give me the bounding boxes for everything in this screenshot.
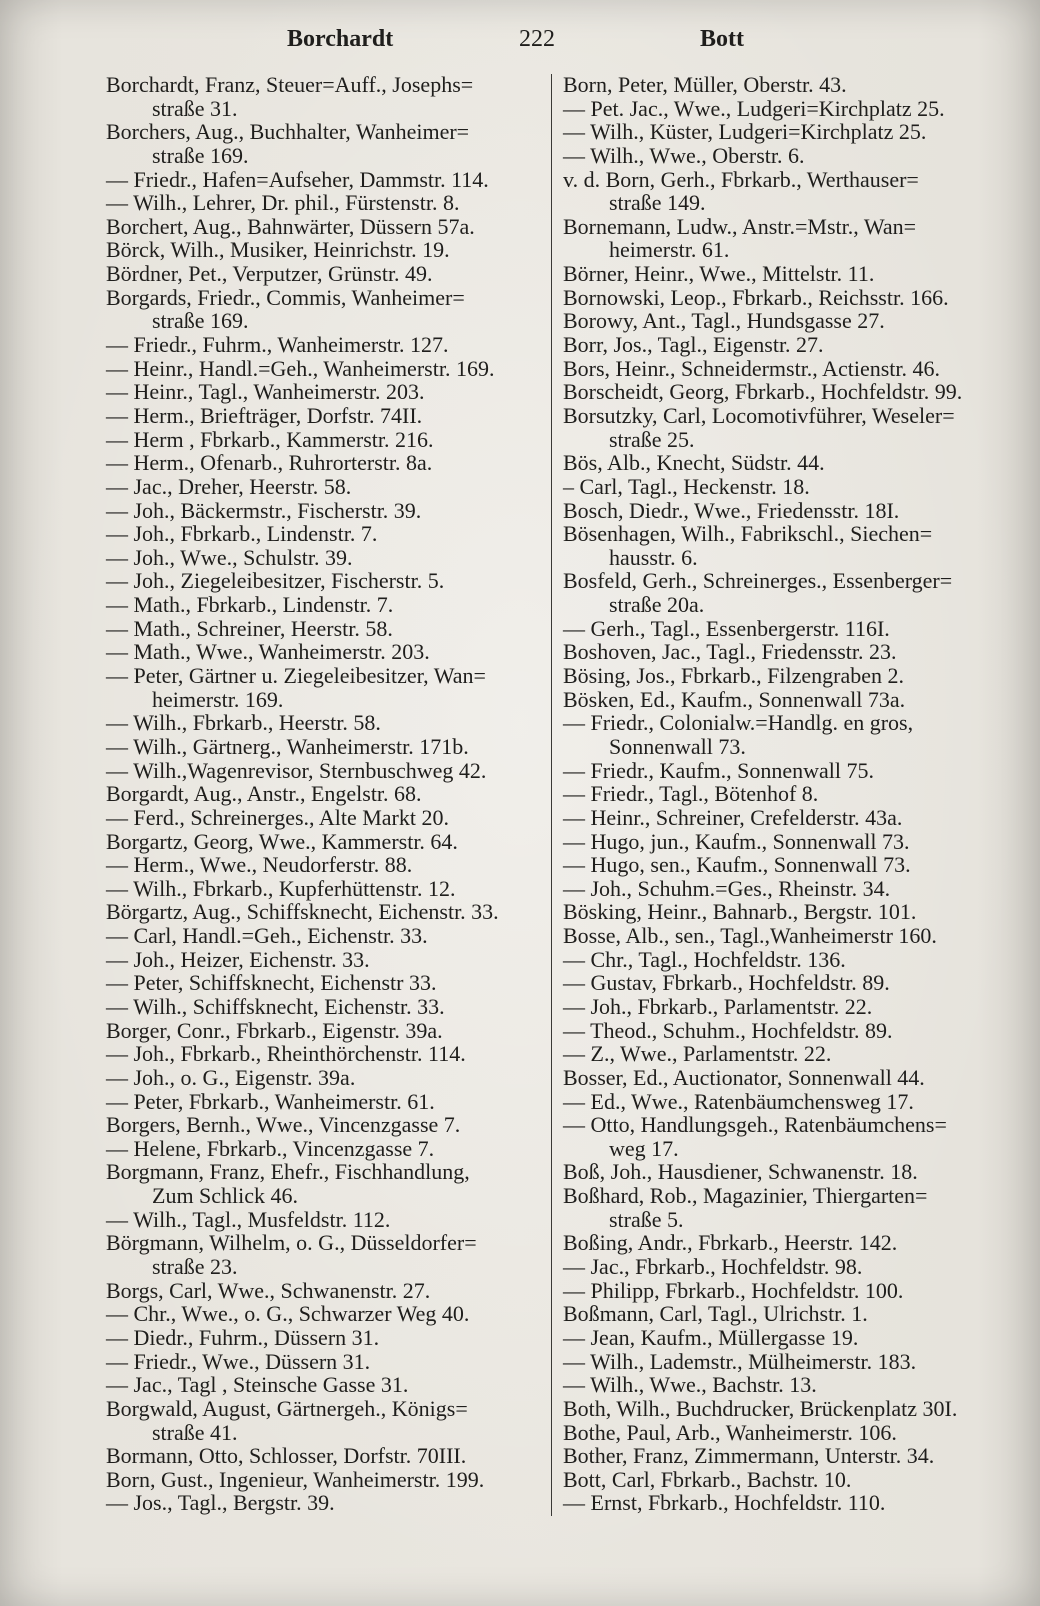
entry-line: Borgwald, August, Gärtnergeh., Königs= bbox=[106, 1395, 468, 1421]
entry-line: — Wilh., Schiffsknecht, Eichenstr. 33. bbox=[106, 993, 445, 1019]
entry-continuation-line: straße 5. bbox=[609, 1206, 684, 1232]
running-head-first-entry: Borchardt bbox=[287, 26, 394, 52]
entry-line: v. d. Born, Gerh., Fbrkarb., Werthauser= bbox=[563, 166, 919, 192]
entry-line: — Pet. Jac., Wwe., Ludgeri=Kirchplatz 25. bbox=[563, 95, 945, 121]
right-column bbox=[563, 73, 993, 1515]
entry-line: — Wilh., Fbrkarb., Heerstr. 58. bbox=[106, 710, 381, 736]
entry-line: — Joh., Bäckermstr., Fischerstr. 39. bbox=[106, 497, 422, 523]
entry-continuation-line: hausstr. 6. bbox=[609, 544, 698, 570]
entry-line: Bott, Carl, Fbrkarb., Bachstr. 10. bbox=[563, 1466, 852, 1492]
entry-line: Borowy, Ant., Tagl., Hundsgasse 27. bbox=[563, 308, 885, 334]
entry-line: — Wilh., Gärtnerg., Wanheimerstr. 171b. bbox=[106, 733, 469, 759]
entry-line: — Math., Schreiner, Heerstr. 58. bbox=[106, 615, 393, 641]
entry-line: Börner, Heinr., Wwe., Mittelstr. 11. bbox=[563, 261, 875, 287]
entry-line: — Wilh., Tagl., Musfeldstr. 112. bbox=[106, 1206, 391, 1232]
entry-line: Borr, Jos., Tagl., Eigenstr. 27. bbox=[563, 332, 824, 358]
entry-continuation-line: straße 25. bbox=[609, 426, 695, 452]
entry-line: Börck, Wilh., Musiker, Heinrichstr. 19. bbox=[106, 237, 450, 263]
entry-line: Borgs, Carl, Wwe., Schwanenstr. 27. bbox=[106, 1277, 431, 1303]
entry-line: — Gustav, Fbrkarb., Hochfeldstr. 89. bbox=[563, 970, 890, 996]
entry-line: — Z., Wwe., Parlamentstr. 22. bbox=[563, 1041, 832, 1067]
entry-line: — Peter, Fbrkarb., Wanheimerstr. 61. bbox=[106, 1088, 435, 1114]
entry-line: — Friedr., Tagl., Bötenhof 8. bbox=[563, 781, 819, 807]
entry-line: — Math., Fbrkarb., Lindenstr. 7. bbox=[106, 592, 394, 618]
entry-line: Bös, Alb., Knecht, Südstr. 44. bbox=[563, 450, 825, 476]
left-column bbox=[106, 73, 536, 1515]
entry-line: Bors, Heinr., Schneidermstr., Actienstr. 46. bbox=[563, 355, 941, 381]
entry-line: — Peter, Schiffsknecht, Eichenstr 33. bbox=[106, 970, 437, 996]
entry-line: — Ernst, Fbrkarb., Hochfeldstr. 110. bbox=[563, 1490, 886, 1516]
entry-line: — Philipp, Fbrkarb., Hochfeldstr. 100. bbox=[563, 1277, 904, 1303]
entry-line: — Joh., Wwe., Schulstr. 39. bbox=[106, 544, 353, 570]
entry-line: — Heinr., Tagl., Wanheimerstr. 203. bbox=[106, 379, 425, 405]
entry-line: — Heinr., Handl.=Geh., Wanheimerstr. 169. bbox=[106, 355, 495, 381]
entry-continuation-line: heimerstr. 61. bbox=[609, 237, 730, 263]
entry-line: — Jac., Tagl , Steinsche Gasse 31. bbox=[106, 1372, 409, 1398]
entry-line: — Friedr., Kaufm., Sonnenwall 75. bbox=[563, 757, 875, 783]
entry-line: — Wilh., Wwe., Oberstr. 6. bbox=[563, 142, 805, 168]
entry-line: Bornowski, Leop., Fbrkarb., Reichsstr. 166. bbox=[563, 284, 949, 310]
entry-line: — Jean, Kaufm., Müllergasse 19. bbox=[563, 1324, 859, 1350]
entry-line: Boßing, Andr., Fbrkarb., Heerstr. 142. bbox=[563, 1230, 898, 1256]
entry-line: Bosch, Diedr., Wwe., Friedensstr. 18I. bbox=[563, 497, 900, 523]
entry-continuation-line: straße 23. bbox=[152, 1254, 238, 1280]
entry-line: Bothe, Paul, Arb., Wanheimerstr. 106. bbox=[563, 1419, 897, 1445]
entry-line: — Joh., Fbrkarb., Parlamentstr. 22. bbox=[563, 993, 873, 1019]
entry-line: Bördner, Pet., Verputzer, Grünstr. 49. bbox=[106, 261, 433, 287]
entry-line: Born, Peter, Müller, Oberstr. 43. bbox=[563, 72, 847, 97]
entry-line: — Herm , Fbrkarb., Kammerstr. 216. bbox=[106, 426, 434, 452]
entry-line: — Friedr., Hafen=Aufseher, Dammstr. 114. bbox=[106, 166, 489, 192]
entry-line: Borgmann, Franz, Ehefr., Fischhandlung, bbox=[106, 1159, 470, 1185]
entry-continuation-line: straße 169. bbox=[152, 308, 249, 334]
entry-line: — Herm., Ofenarb., Ruhrorterstr. 8a. bbox=[106, 450, 433, 476]
entry-line: — Hugo, sen., Kaufm., Sonnenwall 73. bbox=[563, 852, 911, 878]
entry-line: Bosfeld, Gerh., Schreinerges., Essenberger= bbox=[563, 568, 953, 594]
entry-continuation-line: straße 20a. bbox=[609, 592, 705, 618]
entry-line: Borgards, Friedr., Commis, Wanheimer= bbox=[106, 284, 465, 310]
entry-continuation-line: straße 149. bbox=[609, 190, 706, 216]
entry-line: — Gerh., Tagl., Essenbergerstr. 116I. bbox=[563, 615, 890, 641]
entry-line: — Jac., Fbrkarb., Hochfeldstr. 98. bbox=[563, 1254, 863, 1280]
entry-line: — Friedr., Colonialw.=Handlg. en gros, bbox=[563, 710, 914, 736]
entry-line: — Joh., Fbrkarb., Lindenstr. 7. bbox=[106, 521, 378, 547]
entry-line: — Herm., Wwe., Neudorferstr. 88. bbox=[106, 852, 413, 878]
entry-line: Boß, Joh., Hausdiener, Schwanenstr. 18. bbox=[563, 1159, 918, 1185]
entry-line: — Wilh., Fbrkarb., Kupferhüttenstr. 12. bbox=[106, 875, 456, 901]
entry-line: — Joh., Fbrkarb., Rheinthörchenstr. 114. bbox=[106, 1041, 466, 1067]
entry-line: Boßhard, Rob., Magazinier, Thiergarten= bbox=[563, 1183, 928, 1209]
entry-continuation-line: straße 41. bbox=[152, 1419, 238, 1445]
entry-line: — Wilh., Lehrer, Dr. phil., Fürstenstr. 8. bbox=[106, 190, 460, 216]
entry-line: — Helene, Fbrkarb., Vincenzgasse 7. bbox=[106, 1135, 435, 1161]
entry-line: Bösing, Jos., Fbrkarb., Filzengraben 2. bbox=[563, 663, 904, 689]
column-divider bbox=[551, 74, 552, 1516]
entry-continuation-line: weg 17. bbox=[609, 1135, 679, 1161]
entry-line: — Wilh., Küster, Ludgeri=Kirchplatz 25. bbox=[563, 119, 927, 145]
entry-line: Born, Gust., Ingenieur, Wanheimerstr. 199. bbox=[106, 1466, 485, 1492]
entry-line: Bother, Franz, Zimmermann, Unterstr. 34. bbox=[563, 1443, 935, 1469]
entry-line: — Joh., o. G., Eigenstr. 39a. bbox=[106, 1064, 356, 1090]
running-head-last-entry: Bott bbox=[700, 26, 744, 52]
entry-line: — Friedr., Wwe., Düssern 31. bbox=[106, 1348, 371, 1374]
entry-line: Borgardt, Aug., Anstr., Engelstr. 68. bbox=[106, 781, 422, 807]
entry-line: Börgartz, Aug., Schiffsknecht, Eichenstr. 33. bbox=[106, 899, 499, 925]
entry-line: Borscheidt, Georg, Fbrkarb., Hochfeldstr. 99. bbox=[563, 379, 963, 405]
entry-line: — Joh., Heizer, Eichenstr. 33. bbox=[106, 946, 370, 972]
entry-line: — Friedr., Fuhrm., Wanheimerstr. 127. bbox=[106, 332, 449, 358]
entry-line: — Diedr., Fuhrm., Düssern 31. bbox=[106, 1324, 380, 1350]
entry-line: — Chr., Tagl., Hochfeldstr. 136. bbox=[563, 946, 846, 972]
entry-line: — Peter, Gärtner u. Ziegeleibesitzer, Wan= bbox=[106, 663, 486, 689]
entry-line: Bosse, Alb., sen., Tagl.,Wanheimerstr 160. bbox=[563, 923, 937, 949]
entry-line: Borger, Conr., Fbrkarb., Eigenstr. 39a. bbox=[106, 1017, 443, 1043]
entry-line: — Otto, Handlungsgeh., Ratenbäumchens= bbox=[563, 1112, 947, 1138]
entry-line: Borchert, Aug., Bahnwärter, Düssern 57a. bbox=[106, 213, 475, 239]
entry-line: — Hugo, jun., Kaufm., Sonnenwall 73. bbox=[563, 828, 910, 854]
entry-continuation-line: Sonnenwall 73. bbox=[609, 733, 746, 759]
entry-line: Börgmann, Wilhelm, o. G., Düsseldorfer= bbox=[106, 1230, 477, 1256]
entry-line: Both, Wilh., Buchdrucker, Brückenplatz 30I. bbox=[563, 1395, 958, 1421]
entry-line: Borchers, Aug., Buchhalter, Wanheimer= bbox=[106, 119, 470, 145]
entry-line: — Ed., Wwe., Ratenbäumchensweg 17. bbox=[563, 1088, 914, 1114]
page-number: 222 bbox=[519, 26, 555, 52]
entry-line: — Jos., Tagl., Bergstr. 39. bbox=[106, 1490, 335, 1516]
entry-line: Bosser, Ed., Auctionator, Sonnenwall 44. bbox=[563, 1064, 925, 1090]
entry-line: Bösking, Heinr., Bahnarb., Bergstr. 101. bbox=[563, 899, 917, 925]
entry-line: — Theod., Schuhm., Hochfeldstr. 89. bbox=[563, 1017, 893, 1043]
entry-line: Bornemann, Ludw., Anstr.=Mstr., Wan= bbox=[563, 213, 917, 239]
entry-line: — Chr., Wwe., o. G., Schwarzer Weg 40. bbox=[106, 1301, 470, 1327]
entry-continuation-line: straße 31. bbox=[152, 95, 238, 121]
entry-line: Borsutzky, Carl, Locomotivführer, Weseler= bbox=[563, 402, 955, 428]
entry-line: — Carl, Handl.=Geh., Eichenstr. 33. bbox=[106, 923, 428, 949]
entry-line: — Herm., Briefträger, Dorfstr. 74II. bbox=[106, 402, 423, 428]
entry-continuation-line: Zum Schlick 46. bbox=[152, 1183, 299, 1209]
entry-line: Boßmann, Carl, Tagl., Ulrichstr. 1. bbox=[563, 1301, 868, 1327]
entry-line: — Math., Wwe., Wanheimerstr. 203. bbox=[106, 639, 430, 665]
entry-continuation-line: heimerstr. 169. bbox=[152, 686, 284, 712]
entry-line: — Wilh.,Wagenrevisor, Sternbuschweg 42. bbox=[106, 757, 487, 783]
entry-line: Borgers, Bernh., Wwe., Vincenzgasse 7. bbox=[106, 1112, 461, 1138]
entry-line: — Wilh., Lademstr., Mülheimerstr. 183. bbox=[563, 1348, 917, 1374]
entry-line: Bösenhagen, Wilh., Fabrikschl., Siechen= bbox=[563, 521, 933, 547]
entry-line: Bösken, Ed., Kaufm., Sonnenwall 73a. bbox=[563, 686, 906, 712]
entry-line: — Jac., Dreher, Heerstr. 58. bbox=[106, 473, 352, 499]
entry-line: Bormann, Otto, Schlosser, Dorfstr. 70III. bbox=[106, 1443, 467, 1469]
entry-line: Borgartz, Georg, Wwe., Kammerstr. 64. bbox=[106, 828, 458, 854]
entry-line: — Joh., Schuhm.=Ges., Rheinstr. 34. bbox=[563, 875, 891, 901]
entry-line: — Ferd., Schreinerges., Alte Markt 20. bbox=[106, 804, 449, 830]
entry-line: — Wilh., Wwe., Bachstr. 13. bbox=[563, 1372, 817, 1398]
entry-continuation-line: straße 169. bbox=[152, 142, 249, 168]
entry-line: — Joh., Ziegeleibesitzer, Fischerstr. 5. bbox=[106, 568, 445, 594]
entry-line: – Carl, Tagl., Heckenstr. 18. bbox=[563, 473, 810, 499]
entry-line: Boshoven, Jac., Tagl., Friedensstr. 23. bbox=[563, 639, 897, 665]
entry-line: Borchardt, Franz, Steuer=Auff., Josephs= bbox=[106, 72, 474, 97]
entry-line: — Heinr., Schreiner, Crefelderstr. 43a. bbox=[563, 804, 903, 830]
